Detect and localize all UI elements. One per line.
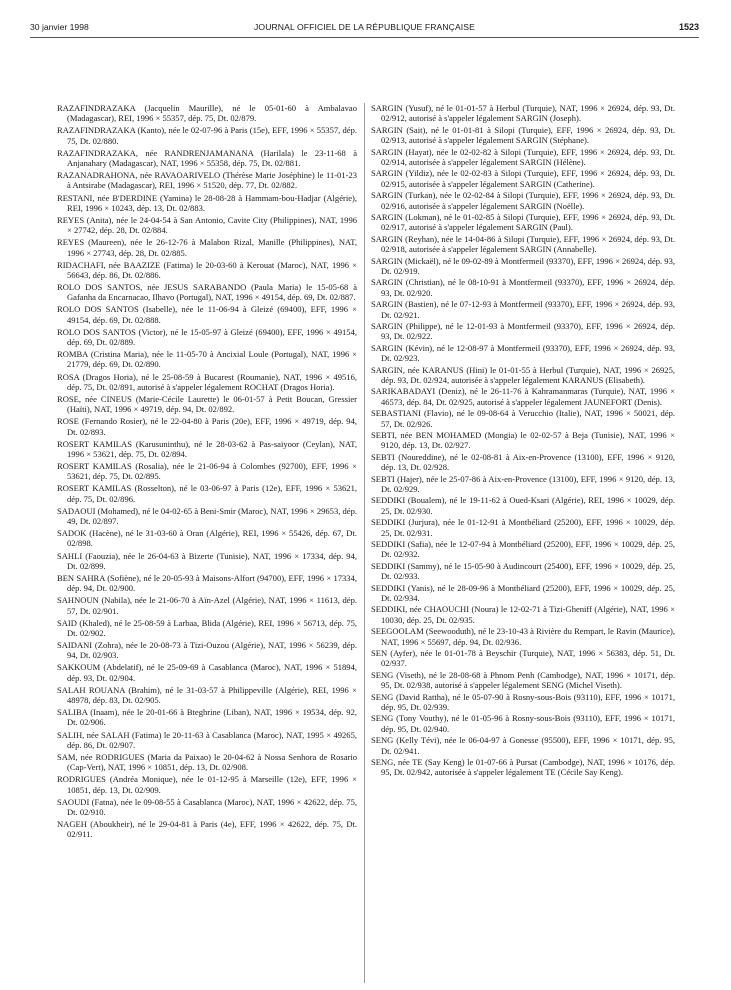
register-entry: SARGIN (Turkan), née le 02-02-84 à Silopi (Turquie), EFF, 1996 × 26924, dép. 93, Dt. 02/916, autorisée à s'appeler légalement SARGIN (Noëlle). — [371, 190, 675, 211]
register-entry: SALIH, née SALAH (Fatima) le 20-11-63 à Casablanca (Maroc), NAT, 1995 × 49265, dép. 86, Dt. 02/907. — [57, 729, 357, 750]
register-entry: SARGIN (Kévin), né le 12-08-97 à Montfermeil (93370), EFF, 1996 × 26924, dép. 93, Dt. 02/923. — [371, 342, 675, 364]
register-entry: SAID (Khaled), né le 25-08-59 à Larbaa, Blida (Algérie), REI, 1996 × 56713, dép. 75, Dt. 02/902. — [57, 617, 357, 638]
register-entry: SEBTI (Hajer), née le 25-07-86 à Aix-en-Provence (13100), EFF, 1996 × 9120, dép. 13, Dt. 02/929. — [371, 473, 675, 494]
register-entry: SEDDIKI (Boualem), né le 19-11-62 à Oued-Ksari (Algérie), REI, 1996 × 10029, dép. 25, Dt. 02/930. — [371, 495, 675, 516]
register-entry: SARGIN (Bastien), né le 07-12-93 à Montfermeil (93370), EFF, 1996 × 26924, dép. 93, Dt. 02/921. — [371, 299, 675, 320]
column-divider — [364, 103, 365, 983]
register-entry: SARGIN, née KARANUS (Hini) le 01-01-55 à Herbul (Turquie), NAT, 1996 × 26925, dép. 93, Dt. 02/924, autorisée à s'appeler légalement KARANUS (Elisabeth). — [371, 364, 675, 386]
register-entry: SARGIN (Christian), né le 08-10-91 à Montfermeil (93370), EFF, 1996 × 26924, dép. 93, Dt. 02/920. — [371, 277, 675, 298]
register-entry: SARGIN (Lokman), né le 01-02-85 à Silopi (Turquie), EFF, 1996 × 26924, dép. 93, Dt. 02/917, autorisé à s'appeler légalement SARGIN (Paul). — [371, 211, 675, 233]
register-entry: SARGIN (Yusuf), né le 01-01-57 à Herbul (Turquie), NAT, 1996 × 26924, dép. 93, Dt. 02/912, autorisé à s'appeler légalement SARGIN (Joseph). — [371, 103, 675, 124]
register-entry: SEN (Ayfer), née le 01-01-78 à Beyschir (Turquie), NAT, 1996 × 56383, dép. 51, Dt. 02/937. — [371, 647, 675, 669]
register-entry: SARGIN (Mickaël), né le 09-02-89 à Montfermeil (93370), EFF, 1996 × 26924, dép. 93, Dt. 02/919. — [371, 255, 675, 277]
register-entry: RAZAFINDRAZAKA (Jacquelin Maurille), né le 05-01-60 à Ambalavao (Madagascar), REI, 1996 × 55357, dép. 75, Dt. 02/879. — [57, 103, 357, 124]
register-entry: SEDDIKI (Sammy), né le 15-05-90 à Audincourt (25400), EFF, 1996 × 10029, dép. 25, Dt. 02/933. — [371, 560, 675, 582]
register-entry: ROLO DOS SANTOS (Isabelle), née le 11-06-94 à Gleizé (69400), EFF, 1996 × 49154, dép. 69, Dt. 02/888. — [57, 304, 357, 325]
register-entry: ROMBA (Cristina Maria), née le 11-05-70 à Ancixial Loule (Portugal), NAT, 1996 × 21779, dép. 69, Dt. 02/890. — [57, 349, 357, 370]
register-entry: SAOUDI (Fatna), née le 09-08-55 à Casablanca (Maroc), NAT, 1996 × 42622, dép. 75, Dt. 02/910. — [57, 796, 357, 817]
register-entry: SAIDANI (Zohra), née le 20-08-73 à Tizi-Ouzou (Algérie), NAT, 1996 × 56239, dép. 94, Dt. 02/903. — [57, 640, 357, 661]
register-entry: RESTANI, née B'DERDINE (Yamina) le 28-08-28 à Hammam-bou-Hadjar (Algérie), REI, 1996 × 10243, dép. 13, Dt. 02/883. — [57, 192, 357, 213]
register-entry: ROSERT KAMILAS (Rosselton), né le 03-06-97 à Paris (12e), EFF, 1996 × 53621, dép. 75, Dt. 02/896. — [57, 483, 357, 504]
register-entry: SAHNOUN (Nabila), née le 21-06-70 à Aïn-Azel (Algérie), NAT, 1996 × 11613, dép. 57, Dt. 02/901. — [57, 595, 357, 616]
register-entry: ROLO DOS SANTOS, née JESUS SARABANDO (Paula Maria) le 15-05-68 à Gafanha da Encarnacao, Ilhavo (Portugal), NAT, 1996 × 49154, dép. 69, Dt. 02/887. — [57, 282, 357, 303]
register-entry: RODRIGUES (Andréa Monique), née le 01-12-95 à Marseille (12e), EFF, 1996 × 10851, dép. 13, Dt. 02/909. — [57, 774, 357, 795]
right-column — [371, 103, 675, 779]
register-entry: SEBTI, née BEN MOHAMED (Mongia) le 02-02-57 à Beja (Tunisie), NAT, 1996 × 9120, dép. 13, Dt. 02/927. — [371, 429, 675, 451]
register-entry: SEDDIKI (Safia), née le 12-07-94 à Montbéliard (25200), EFF, 1996 × 10029, dép. 25, Dt. 02/932. — [371, 538, 675, 560]
register-entry: RAZAFINDRAZAKA (Kanto), née le 02-07-96 à Paris (15e), EFF, 1996 × 55357, dép. 75, Dt. 02/880. — [57, 125, 357, 146]
register-entry: SENG (Viseth), né le 28-08-68 à Phnom Penh (Cambodge), NAT, 1996 × 10171, dép. 95, Dt. 02/938, autorisé à s'appeler légalement SENG (Michel Viseth). — [371, 669, 675, 691]
register-entry: SENG (David Rattha), né le 05-07-90 à Rosny-sous-Bois (93110), EFF, 1996 × 10171, dép. 95, Dt. 02/939. — [371, 691, 675, 712]
register-entry: ROSE (Fernando Rosier), né le 22-04-80 à Paris (20e), EFF, 1996 × 49719, dép. 94, Dt. 02/893. — [57, 416, 357, 437]
page-number: 1523 — [678, 22, 699, 32]
register-entry: REYES (Anita), née le 24-04-54 à San Antonio, Cavite City (Philippines), NAT, 1996 × 27742, dép. 28, Dt. 02/884. — [57, 214, 357, 236]
register-entry: ROSA (Dragos Horia), né le 25-08-59 à Bucarest (Roumanie), NAT, 1996 × 49516, dép. 75, Dt. 02/891, autorisé à s'appeler légalement ROCHAT (Dragos Horia). — [57, 371, 357, 392]
register-entry: NAGEH (Aboukheir), né le 29-04-81 à Paris (4e), EFF, 1996 × 42622, dép. 75, Dt. 02/911. — [57, 819, 357, 840]
register-entry: SALAH ROUANA (Brahim), né le 31-03-57 à Philippeville (Algérie), REI, 1996 × 48978, dép. 83, Dt. 02/905. — [57, 684, 357, 706]
register-entry: RAZANADRAHONA, née RAVAOARIVELO (Thérèse Marie Joséphine) le 11-01-23 à Antsirabe (Madagascar), REI, 1996 × 51520, dép. 77, Dt. 02/882. — [57, 170, 357, 191]
register-entry: SAHLI (Faouzia), née le 26-04-63 à Bizerte (Tunisie), NAT, 1996 × 17334, dép. 94, Dt. 02/899. — [57, 550, 357, 571]
register-entry: SAKKOUM (Abdelatif), né le 25-09-69 à Casablanca (Maroc), NAT, 1996 × 51894, dép. 93, Dt. 02/904. — [57, 662, 357, 683]
register-entry: SARIKABADAYI (Deniz), né le 26-11-76 à Kahramanmaras (Turquie), NAT, 1996 × 46573, dép. 84, Dt. 02/925, autorisé à s'appeler légalement JAUNEFORT (Denis). — [371, 386, 675, 407]
register-entry: SEBTI (Noureddine), né le 02-08-81 à Aix-en-Provence (13100), EFF, 1996 × 9120, dép. 13, Dt. 02/928. — [371, 451, 675, 473]
register-entry: SEDDIKI (Yanis), né le 28-09-96 à Montbéliard (25200), EFF, 1996 × 10029, dép. 25, Dt. 02/934. — [371, 582, 675, 603]
page-header — [30, 22, 699, 36]
register-entry: SAM, née RODRIGUES (Maria da Paixao) le 20-04-62 à Nossa Senhora de Rosario (Cap-Vert), NAT, 1996 × 10851, dép. 13, Dt. 02/908. — [57, 751, 357, 773]
register-entry: RIDACHAFI, née BAAZIZE (Fatima) le 20-03-60 à Kerouat (Maroc), NAT, 1996 × 56643, dép. 86, Dt. 02/886. — [57, 259, 357, 280]
register-entry: ROLO DOS SANTOS (Victor), né le 15-05-97 à Gleizé (69400), EFF, 1996 × 49154, dép. 69, Dt. 02/889. — [57, 326, 357, 348]
register-entry: SARGIN (Reyhan), née le 14-04-86 à Silopi (Turquie), EFF, 1996 × 26924, dép. 93, Dt. 02/918, autorisée à s'appeler légalement SARGIN (Annabelle). — [371, 233, 675, 255]
register-entry: SEDDIKI (Jurjura), née le 01-12-91 à Montbéliard (25200), EFF, 1996 × 10029, dép. 25, Dt. 02/931. — [371, 517, 675, 538]
register-entry: ROSERT KAMILAS (Rosalia), née le 21-06-94 à Colombes (92700), EFF, 1996 × 53621, dép. 75, Dt. 02/895. — [57, 461, 357, 482]
register-entry: SARGIN (Yildiz), née le 02-02-83 à Silopi (Turquie), EFF, 1996 × 26924, dép. 93, Dt. 02/915, autorisée à s'appeler légalement SARGIN (Catherine). — [371, 168, 675, 189]
register-entry: SARGIN (Sait), né le 01-01-81 à Silopi (Turquie), EFF, 1996 × 26924, dép. 93, Dt. 02/913, autorisé à s'appeler légalement SARGIN (Stéphane). — [371, 124, 675, 146]
register-entry: SENG, née TE (Say Keng) le 01-07-66 à Pursat (Cambodge), NAT, 1996 × 10176, dép. 95, Dt. 02/942, autorisée à s'appeler légalement TE (Cécile Say Keng). — [371, 756, 675, 778]
journal-title: JOURNAL OFFICIEL DE LA RÉPUBLIQUE FRANÇAISE — [254, 22, 475, 32]
left-column — [57, 103, 357, 841]
header-rule — [30, 37, 699, 38]
register-entry: SALIBA (Inaam), née le 20-01-66 à Bteghrine (Liban), NAT, 1996 × 19534, dép. 92, Dt. 02/906. — [57, 707, 357, 728]
register-entry: ROSE, née CINEUS (Marie-Cécile Laurette) le 06-01-57 à Petit Boucan, Gressier (Haïti), NAT, 1996 × 49719, dép. 94, Dt. 02/892. — [57, 393, 357, 415]
register-entry: SENG (Tony Vouthy), né le 01-05-96 à Rosny-sous-Bois (93110), EFF, 1996 × 10171, dép. 95, Dt. 02/940. — [371, 713, 675, 734]
register-entry: ROSERT KAMILAS (Karusuninthu), né le 28-03-62 à Pas-saiyoor (Ceylan), NAT, 1996 × 53621, dép. 75, Dt. 02/894. — [57, 438, 357, 459]
register-entry: SEDDIKI, née CHAOUCHI (Noura) le 12-02-71 à Tizi-Gheniff (Algérie), NAT, 1996 × 10030, dép. 25, Dt. 02/935. — [371, 604, 675, 625]
register-entry: SEEGOOLAM (Seewooduth), né le 23-10-43 à Rivière du Rempart, le Ravin (Maurice), NAT, 1996 × 55697, dép. 94, Dt. 02/936. — [371, 626, 675, 647]
register-entry: REYES (Maureen), née le 26-12-76 à Malabon Rizal, Manille (Philippines), NAT, 1996 × 27743, dép. 28, Dt. 02/885. — [57, 237, 357, 258]
register-entry: SEBASTIANI (Flavio), né le 09-08-64 à Verucchio (Italie), NAT, 1996 × 50021, dép. 57, Dt. 02/926. — [371, 408, 675, 429]
header-date: 30 janvier 1998 — [30, 22, 89, 32]
register-entry: SARGIN (Hayat), née le 02-02-82 à Silopi (Turquie), EFF, 1996 × 26924, dép. 93, Dt. 02/914, autorisée à s'appeler légalement SARGIN (Hélène). — [371, 146, 675, 168]
register-entry: SADAOUI (Mohamed), né le 04-02-65 à Beni-Smir (Maroc), NAT, 1996 × 29653, dép. 49, Dt. 02/897. — [57, 505, 357, 527]
register-entry: BEN SAHRA (Sofiène), né le 20-05-93 à Maisons-Alfort (94700), EFF, 1996 × 17334, dép. 94, Dt. 02/900. — [57, 572, 357, 594]
register-entry: SARGIN (Philippe), né le 12-01-93 à Montfermeil (93370), EFF, 1996 × 26924, dép. 93, Dt. 02/922. — [371, 320, 675, 342]
register-entry: SENG (Kelly Tévi), née le 06-04-97 à Gonesse (95500), EFF, 1996 × 10171, dép. 95, Dt. 02/941. — [371, 735, 675, 756]
register-entry: RAZAFINDRAZAKA, née RANDRENJAMANANA (Harilala) le 23-11-68 à Anjanahary (Madagascar), NAT, 1996 × 55358, dép. 75, Dt. 02/881. — [57, 147, 357, 169]
register-entry: SADOK (Hacène), né le 31-03-60 à Oran (Algérie), REI, 1996 × 55426, dép. 67, Dt. 02/898. — [57, 528, 357, 549]
